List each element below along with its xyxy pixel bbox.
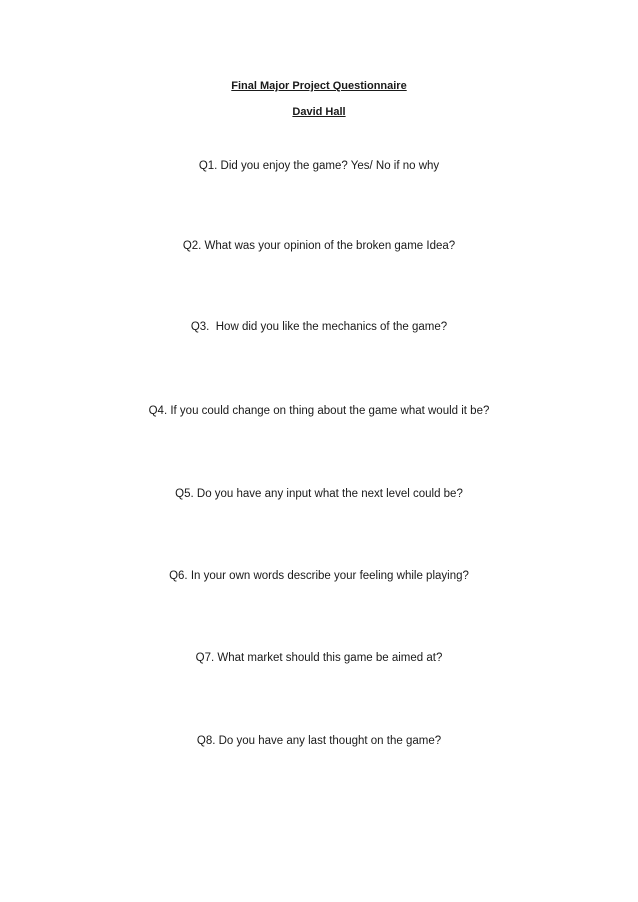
question-7: Q7. What market should this game be aimed at? bbox=[195, 652, 443, 664]
author-name: David Hall bbox=[292, 106, 346, 118]
question-1: Q1. Did you enjoy the game? Yes/ No if no why bbox=[198, 160, 440, 172]
question-6: Q6. In your own words describe your feeling while playing? bbox=[169, 570, 469, 582]
question-5: Q5. Do you have any input what the next level could be? bbox=[175, 488, 463, 500]
document-title: Final Major Project Questionnaire bbox=[231, 80, 407, 92]
question-8: Q8. Do you have any last thought on the game? bbox=[196, 735, 442, 747]
question-4: Q4. If you could change on thing about the game what would it be? bbox=[148, 405, 490, 417]
question-3: Q3. How did you like the mechanics of the game? bbox=[190, 321, 448, 333]
question-2: Q2. What was your opinion of the broken game Idea? bbox=[182, 240, 456, 252]
